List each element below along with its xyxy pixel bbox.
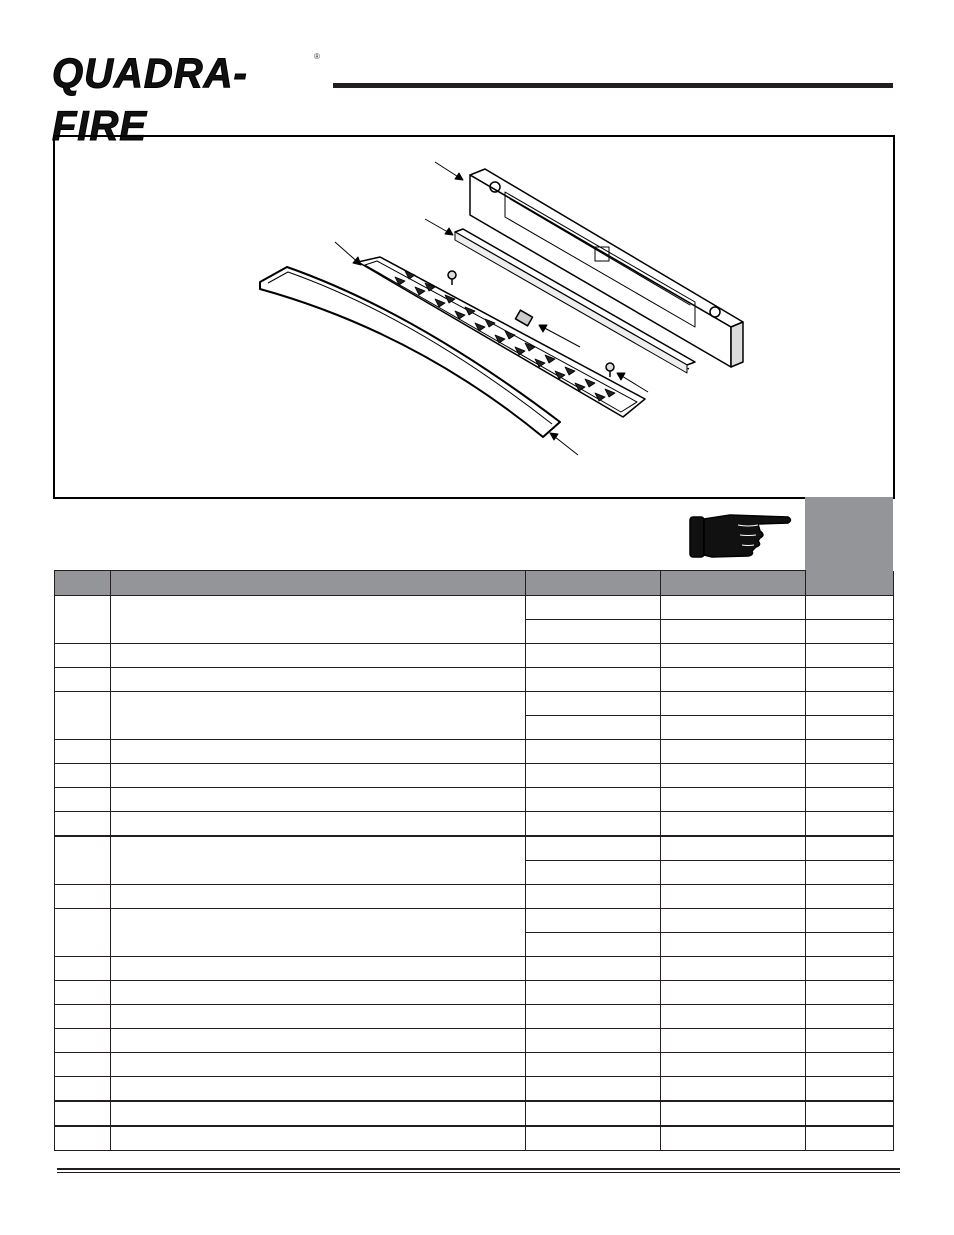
cell-part-b: [661, 620, 806, 644]
cell-part-b: [661, 1101, 806, 1126]
cell-part-b: [661, 909, 806, 933]
cell-status: [806, 644, 894, 668]
footer-rule-thin: [57, 1172, 900, 1173]
cell-part-b: [661, 764, 806, 788]
cell-part-b: [661, 788, 806, 812]
cell-status: [806, 1029, 894, 1053]
cell-part-a: [526, 957, 661, 981]
cell-status: [806, 668, 894, 692]
cell-part-a: [526, 885, 661, 909]
cell-item: [55, 1053, 111, 1077]
parts-table: [54, 570, 894, 1151]
cell-part-b: [661, 836, 806, 861]
parts-table-body: [55, 596, 894, 1151]
cell-status: [806, 957, 894, 981]
table-row: [55, 885, 894, 909]
cell-status: [806, 1101, 894, 1126]
cell-part-a: [526, 1005, 661, 1029]
table-row: [55, 1005, 894, 1029]
cell-description: [111, 596, 526, 644]
table-row: [55, 692, 894, 716]
cell-description: [111, 692, 526, 740]
cell-part-b: [661, 716, 806, 740]
table-row: [55, 1077, 894, 1102]
table-row: [55, 981, 894, 1005]
table-row: [55, 909, 894, 933]
diagram-drawing: [55, 137, 893, 497]
cell-part-a: [526, 1077, 661, 1102]
cell-item: [55, 957, 111, 981]
cell-item: [55, 764, 111, 788]
cell-part-b: [661, 740, 806, 764]
cell-status: [806, 1053, 894, 1077]
cell-part-b: [661, 933, 806, 957]
cell-description: [111, 668, 526, 692]
table-row: [55, 644, 894, 668]
cell-description: [111, 788, 526, 812]
cell-status: [806, 885, 894, 909]
col-header-part-a: [526, 571, 661, 596]
table-row: [55, 1053, 894, 1077]
col-header-status: [806, 571, 894, 596]
cell-status: [806, 764, 894, 788]
cell-item: [55, 692, 111, 740]
cell-part-a: [526, 909, 661, 933]
cell-part-a: [526, 1101, 661, 1126]
cell-status: [806, 692, 894, 716]
cell-description: [111, 812, 526, 837]
cell-description: [111, 885, 526, 909]
screw-part-2: [606, 363, 614, 377]
cell-status: [806, 981, 894, 1005]
cell-description: [111, 1029, 526, 1053]
cell-description: [111, 836, 526, 885]
cell-item: [55, 812, 111, 837]
cell-item: [55, 644, 111, 668]
table-row: [55, 668, 894, 692]
cell-part-a: [526, 981, 661, 1005]
table-row: [55, 836, 894, 861]
cell-part-b: [661, 1126, 806, 1151]
table-row: [55, 596, 894, 620]
cell-part-a: [526, 668, 661, 692]
cell-status: [806, 1005, 894, 1029]
cell-part-b: [661, 861, 806, 885]
footer-rule: [57, 1168, 900, 1170]
cell-item: [55, 1077, 111, 1102]
cell-item: [55, 1126, 111, 1151]
cell-part-a: [526, 596, 661, 620]
cell-status: [806, 596, 894, 620]
cell-status: [806, 716, 894, 740]
cell-part-a: [526, 716, 661, 740]
cell-item: [55, 885, 111, 909]
cell-status: [806, 812, 894, 837]
col-header-description: [111, 571, 526, 596]
cell-description: [111, 644, 526, 668]
cell-part-b: [661, 644, 806, 668]
cell-part-a: [526, 692, 661, 716]
cell-item: [55, 788, 111, 812]
cell-part-b: [661, 981, 806, 1005]
cell-part-a: [526, 788, 661, 812]
cell-status: [806, 861, 894, 885]
bracket-part: [515, 310, 532, 326]
table-row: [55, 1101, 894, 1126]
cell-part-b: [661, 1029, 806, 1053]
cell-description: [111, 764, 526, 788]
cell-part-a: [526, 861, 661, 885]
table-row: [55, 957, 894, 981]
cell-part-a: [526, 740, 661, 764]
table-row: [55, 1126, 894, 1151]
cell-description: [111, 1101, 526, 1126]
cell-status: [806, 909, 894, 933]
table-row: [55, 740, 894, 764]
cell-item: [55, 740, 111, 764]
cell-part-a: [526, 1053, 661, 1077]
cell-description: [111, 1077, 526, 1102]
table-row: [55, 1029, 894, 1053]
cell-part-a: [526, 933, 661, 957]
cell-status: [806, 836, 894, 861]
cell-item: [55, 909, 111, 957]
cell-part-a: [526, 764, 661, 788]
cell-item: [55, 1101, 111, 1126]
cell-part-b: [661, 1053, 806, 1077]
screw-part-1: [448, 271, 456, 285]
cell-part-a: [526, 644, 661, 668]
cell-part-b: [661, 596, 806, 620]
cell-description: [111, 740, 526, 764]
cell-part-b: [661, 812, 806, 837]
cell-item: [55, 596, 111, 644]
pointing-hand-icon: [688, 505, 794, 563]
table-row: [55, 788, 894, 812]
cell-part-b: [661, 1077, 806, 1102]
cell-item: [55, 1005, 111, 1029]
cell-item: [55, 836, 111, 885]
cell-status: [806, 788, 894, 812]
table-header-row: [55, 571, 894, 596]
cell-part-b: [661, 957, 806, 981]
cell-part-a: [526, 620, 661, 644]
cell-part-a: [526, 1029, 661, 1053]
cell-part-b: [661, 668, 806, 692]
cell-status: [806, 933, 894, 957]
cell-part-a: [526, 1126, 661, 1151]
cell-description: [111, 957, 526, 981]
cell-part-b: [661, 885, 806, 909]
cell-status: [806, 1077, 894, 1102]
cell-part-b: [661, 1005, 806, 1029]
exploded-parts-diagram: [53, 135, 895, 499]
cell-item: [55, 668, 111, 692]
cell-status: [806, 740, 894, 764]
cell-status: [806, 620, 894, 644]
col-header-part-b: [661, 571, 806, 596]
cell-part-a: [526, 836, 661, 861]
cell-part-b: [661, 692, 806, 716]
table-row: [55, 764, 894, 788]
cell-description: [111, 1126, 526, 1151]
col-header-item: [55, 571, 111, 596]
cell-part-a: [526, 812, 661, 837]
header-rule: [333, 83, 893, 88]
cell-item: [55, 1029, 111, 1053]
table-row: [55, 812, 894, 837]
cell-item: [55, 981, 111, 1005]
cell-description: [111, 981, 526, 1005]
cell-description: [111, 909, 526, 957]
brand-logo-text: QUADRA-FIRE: [52, 50, 248, 150]
registered-mark: ®: [314, 52, 320, 61]
cell-description: [111, 1053, 526, 1077]
brand-logo: [52, 50, 322, 150]
cell-description: [111, 1005, 526, 1029]
cell-status: [806, 1126, 894, 1151]
